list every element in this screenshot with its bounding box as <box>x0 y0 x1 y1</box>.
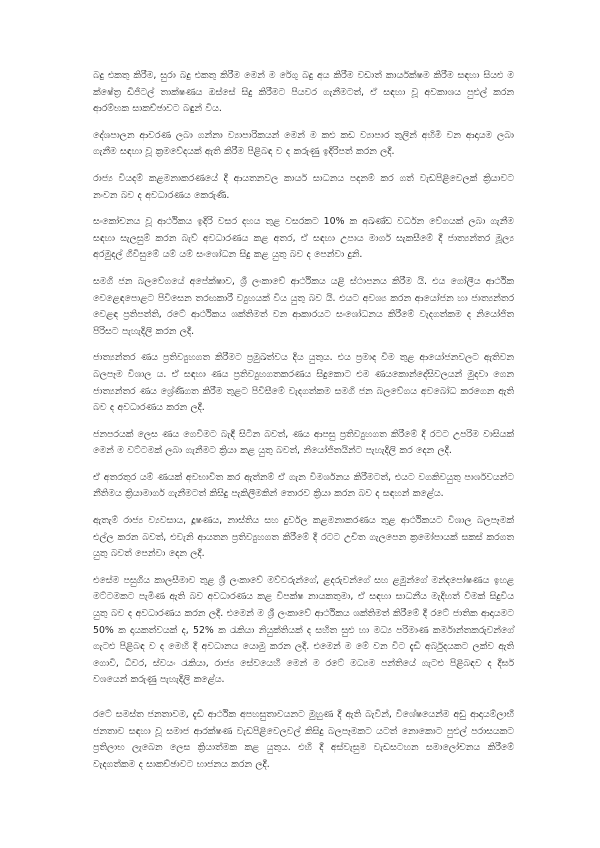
paragraph-black-market-revenue: දේශපාලන ආවරණ ලබා ගන්නා ව්‍යාපාරිකයන් මෙන් ම කළු කඩ ව්‍යාපාර තුලින් අහිමි වන ආදායම ලබා ගැනීම සඳහා වූ ක්‍රමවේදයක් ඇති කිරීම පිළිබඳ ව ද කරුණු ඉදිරිපත් කරන ලදී. <box>93 129 514 158</box>
paragraph-malnutrition-sme: එසේම පසුගිය කාලසීමාව තුළ ශ්‍රී ලංකාවේ මව්වරුන්ගේ, ළදරුවන්ගේ සහ ළමුන්ගේ මන්දපෝෂණය ඉහළ මට්ටමකට පැමිණ ඇති බව අවධාරණය කළ විපක්ෂ නායකතුමා, ඒ සඳහා සාධනීය මැදිහත් වීමක් සිදුවිය යුතු බව ද අවධාරණය කරන ලදී. එමෙන් ම ශ්‍රී ලංකාවේ ආර්ථිකය ශක්තිමත් කිරීමේ දී රටේ ජාතික ආදායමට 50% ක දායකත්වයක් ද, 52% ක රැකියා නියුක්තියක් ද සහිත සුළු හා මධ්‍ය පරිමාණ කර්මාන්තකරුවන්ගේ ගැටළු පිළිබඳ ව ද මෙහි දී අවධානය යොමු කරන ලදී. එමෙන් ම මේ වන විට දැඩි අර්බුදයකට ලක්ව ඇති ගොවි, ධීවර, ස්වයං රැකියා, රාජ්‍ය සේවයෙහි මෙන් ම රටේ මධ්‍යම පන්තියේ ගැටළු පිළිබඳව ද දීර්ඝ වශයෙන් කරුණු පැහැදිලි කළේය. <box>93 574 514 686</box>
paragraph-state-expenditure: රාජ්‍ය වියදම් කළමනාකරණයේ දී ආයතනවල කාර්ය සාධනය පදනම් කර ගත් වැඩපිළිවෙලක් ක්‍රියාවට නංවන බව ද අවධාරණය කෙරුණි. <box>93 172 514 201</box>
paragraph-debt-repayment: ජනපරයක් ලෙස ණය ගෙවීමට බැඳී සිටින බවත්, ණය ආපසු ප්‍රතිව්‍යුහගත කිරීමේ දී රටට උපරිම වාසියක් මෙන් ම වට්ටමක් ලබා ගැනීමට ක්‍රියා කළ යුතු බවත්, නියෝජිතයින්ට පැහැදිලි කර දෙන ලදී. <box>93 428 514 457</box>
paragraph-tax-collection: බදු එකතු කිරීම, සුරා බදු එකතු කිරීම මෙන් ම රේගු බදු අය කිරීම වඩාත් කාර්යක්ෂම කිරීම සඳහා සියළු ම ක්ෂේත්‍ර ඩිජිටල් තාක්ෂණය ඔස්සේ සිදු කිරීමට පියවර ගැනීමටත්, ඒ සඳහා වූ අවකාශය පුළුල් කරන ආරම්භක සාකච්ඡාවට බඳුන් විය. <box>93 70 514 115</box>
paragraph-debt-restructuring: ජාත්‍යන්තර ණය ප්‍රතිව්‍යුහගත කිරීමට ප්‍රමුඛත්වය දිය යුතුය. එය ප්‍රමාද වීම තුළ ආයෝජනවලට ඇතිවන බලපෑම විශාල ය. ඒ සඳහා ණය ප්‍රතිව්‍යුහගතකරණය සිදුකොට එම ණයකොන්දේසිවලයන් මුදවා ගෙන ජාත්‍යන්තර ණය ශ්‍රේණිගත කිරීම තුළට පිවිසීමේ වැදගත්කම සමගි ජන බලවේගය අවබෝධ කරගෙන ඇති බව ද අවධාරණය කරන ලදී. <box>93 352 514 414</box>
paragraph-sjb-expectation: සමගි ජන බලවේගයේ අපේක්ෂාව, ශ්‍රී ලංකාවේ ආර්ථිකය යළි ස්ථාපනය කිරීම යි. එය ගෝලීය ආර්ථික වෙළෙඳපොළට පිවිසෙන තරඟකාරී ව්‍යුහයක් විය යුතු බව යි. එයට අවශ්‍ය කරන ආයෝජන හා ජාත්‍යන්තර වෙළඳ ප්‍රතිපත්ති, රටේ ආර්ථිකය ශක්තිමත් වන ආකාරයට සංශෝධනය කිරීමේ වැදගත්කම ද නියෝජිත පිරිසට පැහැදිලි කරන ලදී. <box>93 275 514 337</box>
paragraph-state-enterprises: ඇතැම් රාජ්‍ය ව්‍යවසාය, දූෂණය, නාස්තිය සහ දුර්වල කළමනාකරණය තුළ ආර්ථිකයට විශාල බලපෑමක් එල්ල කරන බවත්, එවැනි ආයතන ප්‍රතිව්‍යුහගත කිරීමේ දී රටට උචිත ගැලපෙන ක්‍රමෝපායක් සකස් කරගත යුතු බවත් පෙන්වා දෙන ලදී. <box>93 515 514 560</box>
paragraph-growth-target: සංකෝචනය වූ ආර්ථිකය ඉදිරි වසර දහය තුළ වසරකට 10% ක අඛණ්ඩ වර්ධන වේගයක් ලබා ගැනීම සඳහා සැලසුම් කරන බැව් අවධාරණය කළ අතර, ඒ සඳහා උපාය මාර්ග සැකසීමේ දී ජාත්‍යන්තර මූල්‍ය අරමුදල් ගිවිසුමේ යම් යම් සංශෝධන සිදු කළ යුතු බව ද පෙන්වා දුනි. <box>93 216 514 261</box>
paragraph-debt-misuse: ඒ අතරතුර යම් ණයක් අවභාවිත කර ඇත්නම් ඒ ගැන විමර්ශනය කිරීමටත්, එයට වගකිවයුතු පාර්ශවයන්ට නීතිමය ක්‍රියාමාර්ග ගැනීමටත් කිසිදු පැකිලීමකින් තොරව ක්‍රියා කරන බව ද සඳහන් කළේය. <box>93 471 514 500</box>
paragraph-social-protection: රටේ සමස්ත ජනතාවම, දැඩි ආර්ථික අපහසුතාවයනට මුහුණ දී ඇති බැවින්, විශේෂයෙන්ම අඩු ආදායම්ලාභී ජනතාව සඳහා වූ සමාජ ආරක්ෂණ වැඩපිළිවෙලවල් කිසිදු බලපෑමකට යටත් නොකොට පුළුල් පරාසයකට ප්‍රතිලාභ ලැබෙන ලෙස ක්‍රියාත්මක කළ යුතුය. එහි දී අස්වැසුම වැඩසටහන සමාලෝචනය කිරීමේ වැදගත්කම ද සාකච්ඡාවට භාජනය කරන ලදී. <box>93 709 514 770</box>
